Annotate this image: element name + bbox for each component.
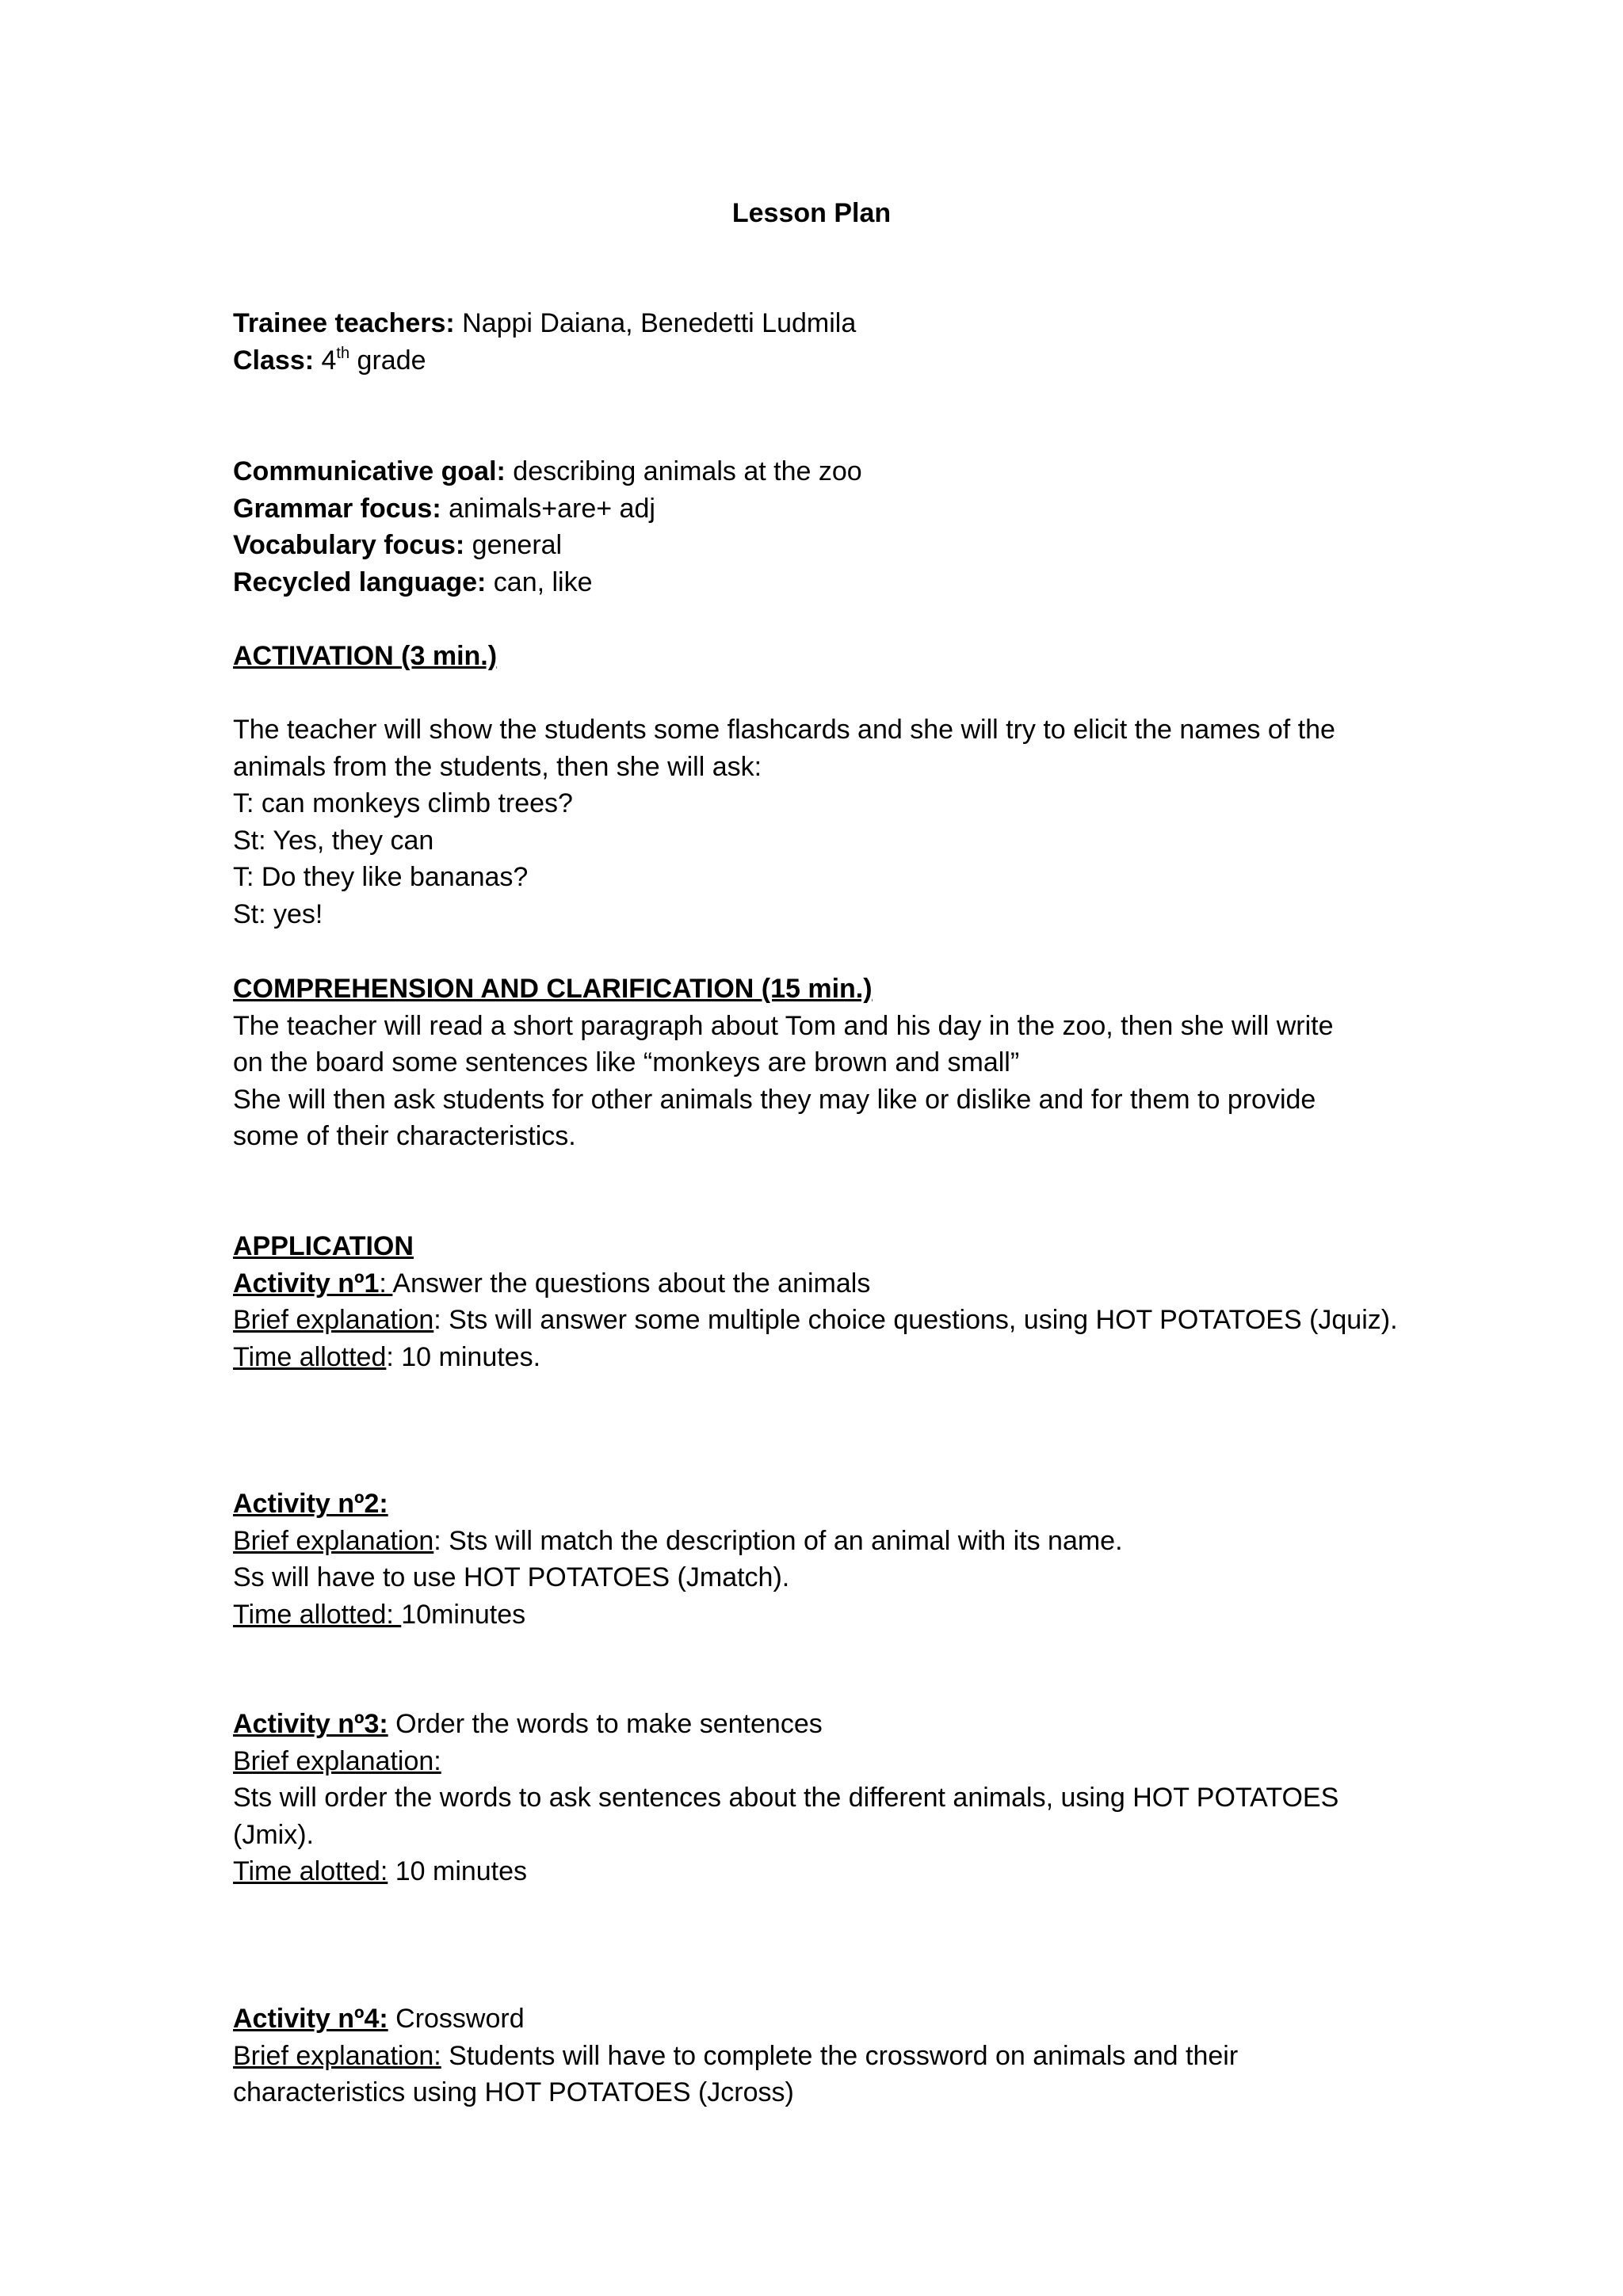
activity3-label: Activity nº3:: [233, 1709, 388, 1739]
activity1-text: Answer the questions about the animals: [392, 1268, 871, 1299]
activity3-time-text: 10 minutes: [388, 1856, 528, 1886]
trainee-label: Trainee teachers:: [233, 308, 455, 338]
grammar-focus-label: Grammar focus:: [233, 493, 441, 524]
application-heading: APPLICATION: [233, 1231, 414, 1261]
activity2-time-label: Time allotted:: [233, 1599, 402, 1630]
comprehension-line: some of their characteristics.: [233, 1121, 576, 1151]
activity2-time-line: [233, 1596, 1406, 1634]
activity3-section: [233, 1706, 1406, 1890]
activation-line: St: yes!: [233, 898, 323, 929]
class-line: [233, 342, 1406, 379]
activity4-label: Activity nº4:: [233, 2004, 388, 2034]
comprehension-line: The teacher will read a short paragraph about Tom and his day in the zoo, then she will write: [233, 1010, 1334, 1041]
activation-line: animals from the students, then she will ask:: [233, 751, 762, 782]
activation-section: [233, 638, 1406, 933]
trainee-line: [233, 305, 1406, 342]
communicative-goal-label: Communicative goal:: [233, 456, 506, 486]
activation-line: St: Yes, they can: [233, 825, 434, 856]
activity4-text: Crossword: [388, 2004, 525, 2034]
activity1-time-line: [233, 1339, 1406, 1376]
info-section: [233, 305, 1406, 379]
activation-line: T: Do they like bananas?: [233, 862, 529, 892]
vocabulary-focus-value: general: [464, 530, 563, 560]
activity1-time-text: : 10 minutes.: [386, 1341, 541, 1372]
page-title: Lesson Plan: [731, 198, 892, 228]
activity3-text: Order the words to make sentences: [388, 1709, 823, 1739]
communicative-goal-value: describing animals at the zoo: [505, 456, 862, 486]
activity2-title-line: [233, 1486, 1406, 1523]
activity2-time-text: 10minutes: [401, 1599, 526, 1630]
activity2-label: Activity nº2:: [233, 1489, 388, 1519]
grammar-focus-value: animals+are+ adj: [441, 493, 655, 524]
goals-section: [233, 453, 1406, 601]
application-section: [233, 1228, 1406, 1375]
activity1-brief-text: : Sts will answer some multiple choice questions, using HOT POTATOES (Jquiz).: [433, 1305, 1398, 1335]
vocabulary-focus-line: [233, 527, 1406, 564]
activation-heading: ACTIVATION (3 min.): [233, 641, 498, 671]
activity3-time-line: [233, 1853, 1406, 1890]
comprehension-line: on the board some sentences like “monkeys are brown and small”: [233, 1047, 1020, 1077]
activity3-brief-label: Brief explanation:: [233, 1745, 441, 1776]
activity4-section: [233, 2000, 1406, 2111]
activity1-colon: :: [379, 1268, 393, 1299]
class-label: Class:: [233, 345, 315, 376]
activity3-title-line: [233, 1706, 1406, 1743]
activity1-brief-line: [233, 1302, 1406, 1339]
activity2-section: [233, 1486, 1406, 1633]
comprehension-section: [233, 971, 1406, 1155]
activity4-brief-label: Brief explanation:: [233, 2040, 441, 2071]
activity4-brief-text: Students will have to complete the crossword on animals and their: [441, 2040, 1239, 2071]
activity1-brief-label: Brief explanation: [233, 1305, 434, 1335]
activation-line: T: can monkeys climb trees?: [233, 788, 573, 818]
activity3-body-line: Sts will order the words to ask sentences about the different animals, using HOT POTATOES: [233, 1783, 1339, 1813]
recycled-language-label: Recycled language:: [233, 566, 487, 597]
activity1-title-line: [233, 1265, 1406, 1302]
activity2-brief-line: [233, 1523, 1406, 1560]
activity4-body-line: characteristics using HOT POTATOES (Jcross): [233, 2077, 794, 2107]
activity4-title-line: [233, 2000, 1406, 2038]
trainee-value: Nappi Daiana, Benedetti Ludmila: [454, 308, 857, 338]
activity3-brief-line: [233, 1743, 1406, 1780]
comprehension-line: She will then ask students for other animals they may like or dislike and for them to provide: [233, 1084, 1316, 1115]
activity2-brief-label: Brief explanation: [233, 1525, 434, 1556]
comprehension-heading: COMPREHENSION AND CLARIFICATION (15 min.): [233, 974, 873, 1004]
spacer: [233, 675, 1406, 712]
grammar-focus-line: [233, 490, 1406, 528]
recycled-language-value: can, like: [486, 566, 593, 597]
activity1-time-label: Time allotted: [233, 1341, 387, 1372]
activation-line: The teacher will show the students some flashcards and she will try to elicit the names of the: [233, 715, 1335, 745]
communicative-goal-line: [233, 453, 1406, 490]
activity3-time-label: Time alotted:: [233, 1856, 388, 1886]
activity2-extra-line: Ss will have to use HOT POTATOES (Jmatch).: [233, 1562, 790, 1592]
class-rest: grade: [349, 345, 426, 376]
activity2-brief-text: : Sts will match the description of an animal with its name.: [433, 1525, 1123, 1556]
class-superscript: th: [336, 344, 350, 362]
activity4-brief-line: [233, 2038, 1406, 2075]
class-number: 4: [314, 345, 337, 376]
recycled-language-line: [233, 564, 1406, 601]
activity1-label: Activity nº1: [233, 1268, 380, 1299]
vocabulary-focus-label: Vocabulary focus:: [233, 530, 465, 560]
activity3-body-line: (Jmix).: [233, 1819, 314, 1850]
